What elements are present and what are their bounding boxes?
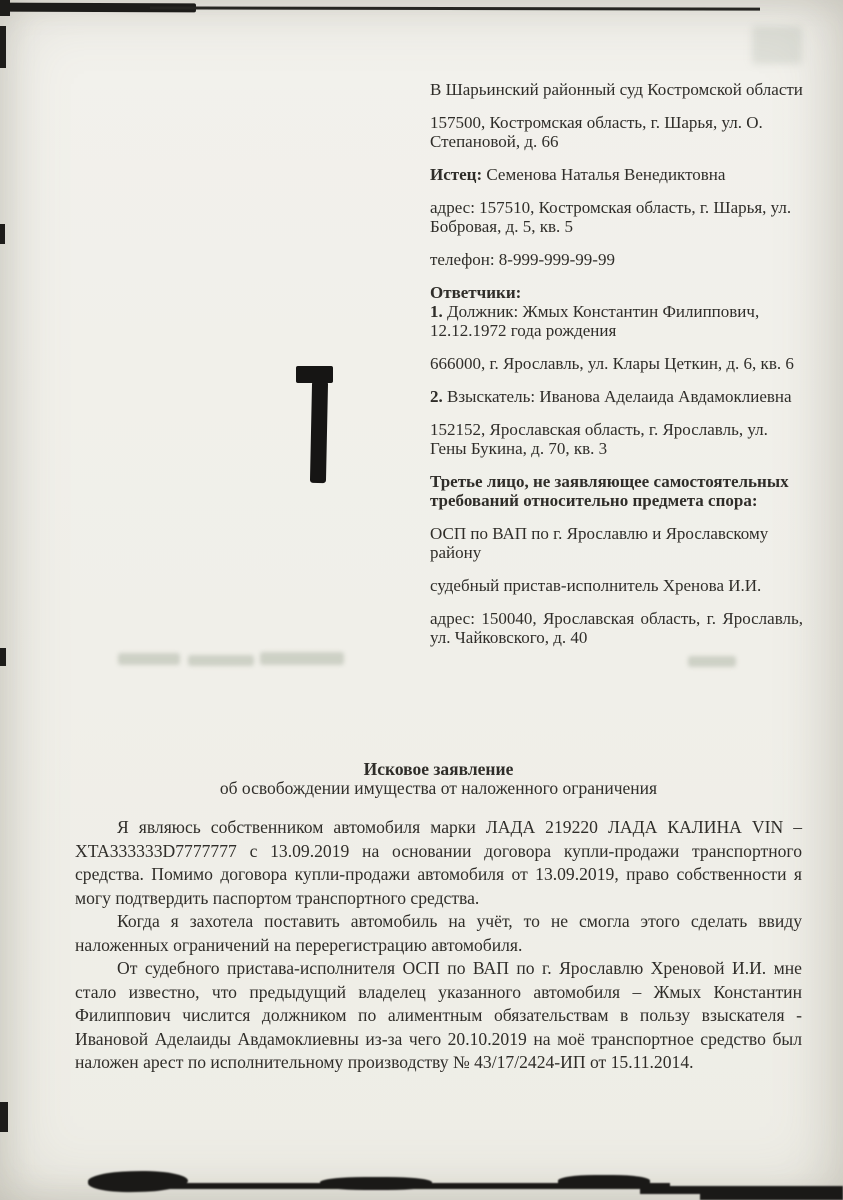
scan-artifact-corner-mark — [0, 0, 10, 16]
third-party-officer: судебный пристав-исполнитель Хренова И.И. — [430, 576, 762, 595]
plaintiff-phone: телефон: 8-999-999-99-99 — [430, 250, 615, 269]
third-party-label: Третье лицо, не заявляющее самостоятельных требований относительно предмета спора: — [430, 472, 789, 510]
body-paragraph: От судебного пристава-исполнителя ОСП по ВАП по г. Ярославлю Хреновой И.И. мне стало известно, что предыдущий владелец указанного автомобиля – Жмых Константин Филиппович числится должником по алиментным обязательствам в пользу взыскателя - Ивановой Аделаиды Авдамоклиевны из-за чего 20.10.2019 на моё транспортное средство был наложен арест по исполнительному производству № 43/17/2424-ИП от 15.11.2014. — [75, 958, 802, 1072]
document-subtitle: об освобождении имущества от наложенного ограничения — [219, 778, 658, 798]
scan-artifact-left-edge-mark — [0, 648, 6, 666]
defendant-2-number: 2. — [430, 387, 443, 406]
scan-artifact-bleedthrough-smudge — [260, 652, 344, 665]
court-name: В Шарьинский районный суд Костромской области — [430, 80, 803, 99]
body-paragraph: Когда я захотела поставить автомобиль на учёт, то не смогла этого сделать ввиду наложенных ограничений на перерегистрацию автомобиля. — [75, 911, 802, 955]
body-paragraph: Я являюсь собственником автомобиля марки ЛАДА 219220 ЛАДА КАЛИНА VIN – XTA333333D7777777 с 13.09.2019 на основании договора купли-продажи транспортного средства. Помимо договора купли-продажи автомобиля от 13.09.2019, право собственности я могу подтвердить паспортом транспортного средства. — [75, 817, 802, 908]
court-header-block — [430, 80, 803, 661]
scan-artifact-bottom-edge-band — [0, 1165, 843, 1200]
plaintiff-name: Семенова Наталья Венедиктовна — [486, 165, 726, 184]
scan-artifact-bleedthrough-smudge — [752, 26, 802, 64]
defendant-1-number: 1. — [430, 302, 443, 321]
defendant-2-line — [430, 387, 803, 406]
defendant-1-address: 666000, г. Ярославль, ул. Клары Цеткин, д. 6, кв. 6 — [430, 354, 794, 373]
scan-artifact-left-edge-mark — [0, 1102, 8, 1132]
scan-artifact-left-edge-mark — [0, 26, 6, 68]
document-title: Исковое заявление — [363, 759, 514, 779]
defendant-2-text: Взыскатель: Иванова Аделаида Авдамоклиевна — [447, 387, 792, 406]
scan-artifact-top-edge-line — [150, 6, 760, 10]
defendant-2-address: 152152, Ярославская область, г. Ярославль, ул. Гены Букина, д. 70, кв. 3 — [430, 420, 768, 458]
scan-artifact-left-edge-mark — [0, 224, 5, 244]
court-address: 157500, Костромская область, г. Шарья, ул. О. Степановой, д. 66 — [430, 113, 763, 151]
third-party-name: ОСП по ВАП по г. Ярославлю и Ярославскому району — [430, 524, 769, 562]
defendants-label: Ответчики: — [430, 283, 522, 302]
plaintiff-label: Истец: — [430, 165, 483, 184]
scan-artifact-bleedthrough-smudge — [188, 655, 254, 666]
scan-artifact-ink-blot-vertical — [310, 381, 328, 483]
document-title-block — [75, 760, 802, 798]
third-party-address: адрес: 150040, Ярославская область, г. Ярославль, ул. Чайковского, д. 40 — [430, 609, 803, 647]
plaintiff-line — [430, 165, 803, 184]
plaintiff-address: адрес: 157510, Костромская область, г. Шарья, ул. Бобровая, д. 5, кв. 5 — [430, 198, 792, 236]
scan-artifact-bleedthrough-smudge — [118, 653, 180, 665]
document-body — [75, 816, 802, 1075]
defendant-1-line — [430, 302, 803, 340]
defendant-1-text: Должник: Жмых Константин Филиппович, 12.12.1972 года рождения — [430, 302, 760, 340]
